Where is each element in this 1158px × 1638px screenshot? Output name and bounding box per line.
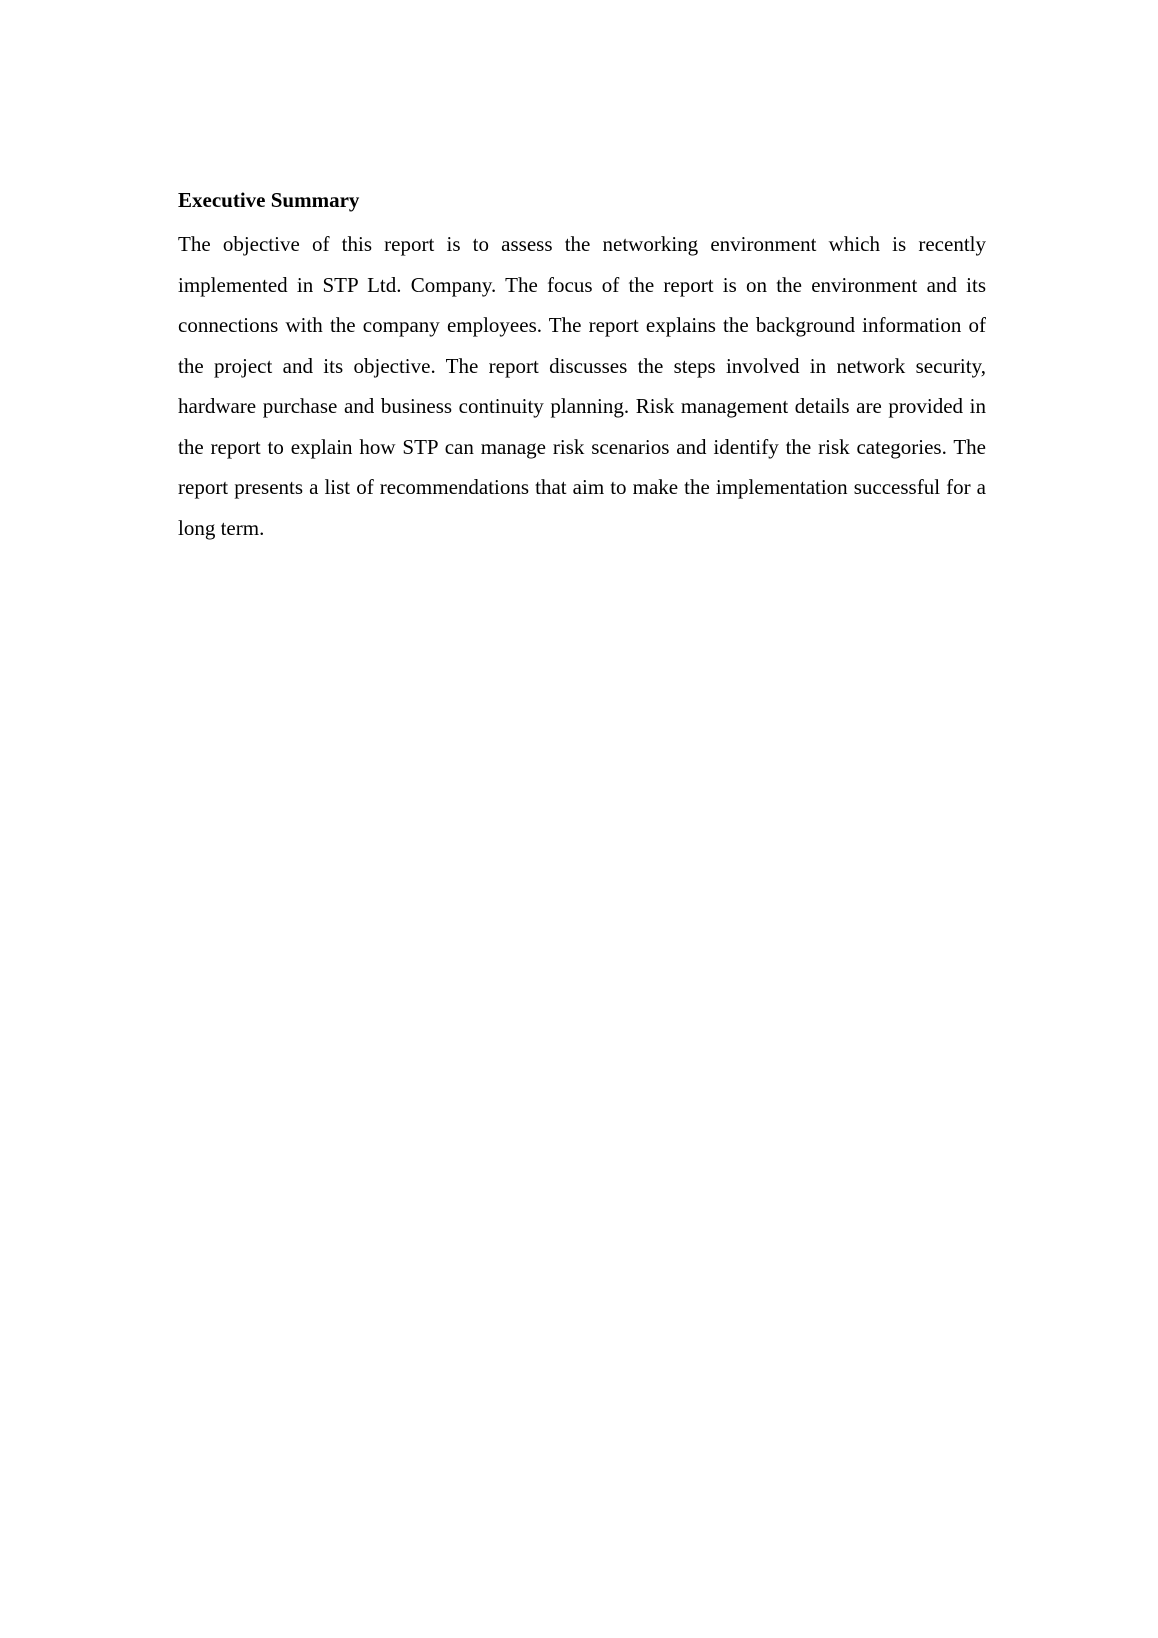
section-heading: Executive Summary: [178, 188, 360, 212]
summary-paragraph: The objective of this report is to assess the networking environment which is recently implemented in STP Ltd. Company. The focus of the report is on the environment and its connections with the company employees. The report explains the background information of the project and its objective. The report discusses the steps involved in network security, hardware purchase and business continuity planning. Risk management details are provided in the report to explain how STP can manage risk scenarios and identify the risk categories. The report presents a list of recommendations that aim to make the implementation successful for a long term.: [178, 232, 986, 540]
document-content: [178, 184, 986, 548]
